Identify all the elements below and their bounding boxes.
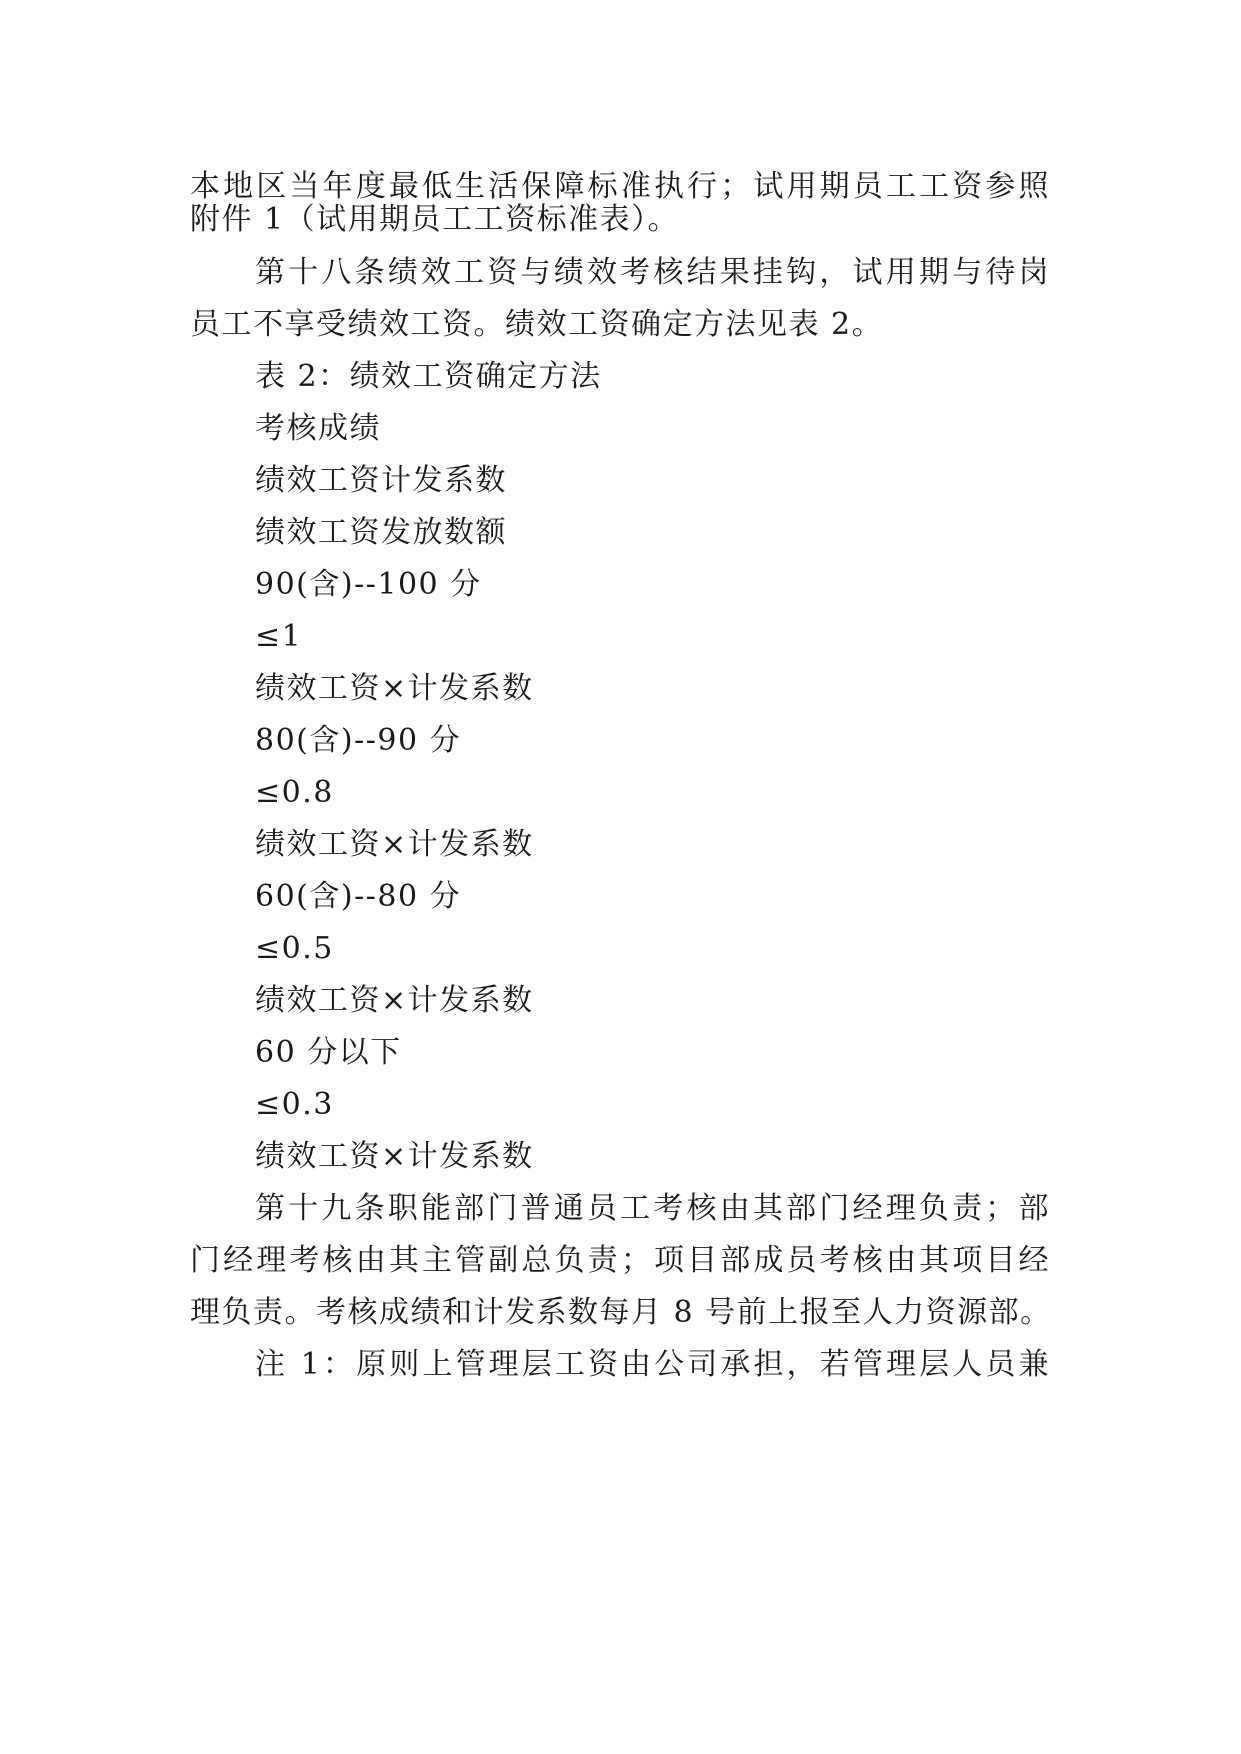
table-header-amount: 绩效工资发放数额 [255,515,507,550]
paragraph-line: 本地区当年度最低生活保障标准执行；试用期员工工资参照 [190,169,1050,204]
paragraph-line: 注 1：原则上管理层工资由公司承担，若管理层人员兼 [255,1347,1050,1382]
table-cell-score: 80(含)--90 分 [255,723,462,758]
table-cell-coefficient: ≤0.8 [255,775,334,810]
table-cell-coefficient: ≤0.3 [255,1087,334,1122]
paragraph-line: 第十九条职能部门普通员工考核由其部门经理负责；部 [255,1191,1050,1226]
table-cell-coefficient: ≤1 [255,619,303,654]
table-cell-amount: 绩效工资×计发系数 [255,827,534,862]
table-cell-amount: 绩效工资×计发系数 [255,983,534,1018]
table-header-score: 考核成绩 [255,411,381,446]
table-cell-score: 90(含)--100 分 [255,567,482,602]
table-cell-amount: 绩效工资×计发系数 [255,1139,534,1174]
table-caption: 表 2：绩效工资确定方法 [255,359,602,394]
table-header-coefficient: 绩效工资计发系数 [255,463,507,498]
paragraph-line: 员工不享受绩效工资。绩效工资确定方法见表 2。 [190,307,884,342]
paragraph-line: 附件 1（试用期员工工资标准表）。 [190,202,680,237]
table-cell-coefficient: ≤0.5 [255,931,334,966]
paragraph-line: 门经理考核由其主管副总负责；项目部成员考核由其项目经 [190,1243,1050,1278]
paragraph-line: 理负责。考核成绩和计发系数每月 8 号前上报至人力资源部。 [190,1295,1052,1330]
table-cell-score: 60 分以下 [255,1035,402,1070]
table-cell-score: 60(含)--80 分 [255,879,462,914]
table-cell-amount: 绩效工资×计发系数 [255,671,534,706]
paragraph-line: 第十八条绩效工资与绩效考核结果挂钩，试用期与待岗 [255,255,1050,290]
